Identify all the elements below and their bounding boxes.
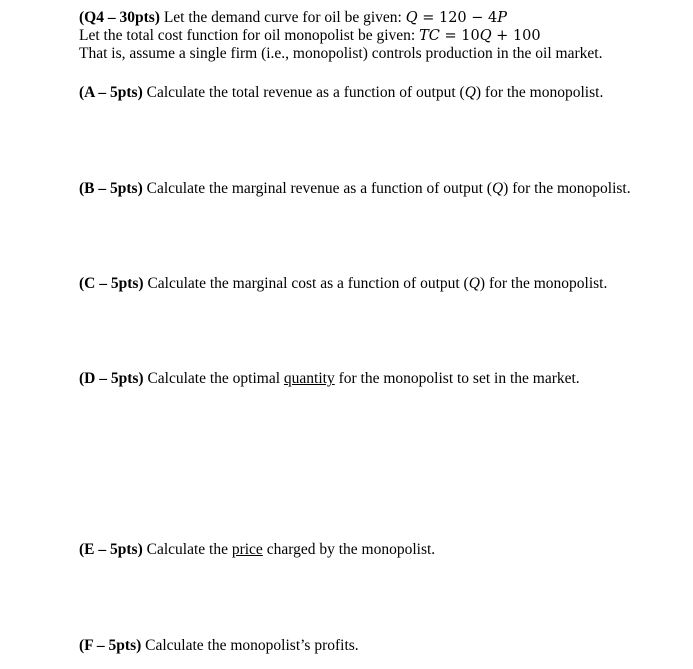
part-c: (C – 5pts) Calculate the marginal cost as a function of output (Q) for the monopolist. bbox=[79, 275, 608, 292]
part-b-label: (B – 5pts) bbox=[79, 180, 143, 197]
part-b-var: Q bbox=[491, 180, 504, 197]
part-a-var: Q bbox=[464, 84, 476, 101]
part-f: (F – 5pts) Calculate the monopolist’s profits. bbox=[79, 637, 359, 654]
part-d-underlined: quantity bbox=[283, 370, 335, 387]
demand-text: Let the demand curve for oil be given: bbox=[159, 9, 406, 26]
part-c-var: Q bbox=[468, 275, 480, 292]
demand-line bbox=[79, 9, 507, 27]
part-e-underlined: price bbox=[231, 541, 263, 558]
cost-line bbox=[79, 27, 541, 45]
cost-equation: TC = 10Q + 100 bbox=[419, 28, 541, 44]
part-e: (E – 5pts) Calculate the price charged by the monopolist. bbox=[79, 541, 436, 558]
part-a: (A – 5pts) Calculate the total revenue as a function of output (Q) for the monopolist. bbox=[79, 84, 604, 101]
demand-equation: Q = 120 − 4P bbox=[405, 10, 508, 26]
part-f-label: (F – 5pts) bbox=[79, 637, 142, 654]
question-label: (Q4 – 30pts) bbox=[79, 9, 160, 26]
part-b: (B – 5pts) Calculate the marginal revenue as a function of output (Q) for the monopolist. bbox=[79, 180, 631, 197]
part-a-label: (A – 5pts) bbox=[79, 84, 143, 101]
cost-text: Let the total cost function for oil monopolist be given: bbox=[79, 27, 420, 44]
part-d: (D – 5pts) Calculate the optimal quantity for the monopolist to set in the market. bbox=[79, 370, 580, 387]
context-line: That is, assume a single firm (i.e., monopolist) controls production in the oil market. bbox=[79, 45, 603, 62]
part-c-label: (C – 5pts) bbox=[79, 275, 144, 292]
part-d-label: (D – 5pts) bbox=[79, 370, 144, 387]
part-e-label: (E – 5pts) bbox=[79, 541, 143, 558]
